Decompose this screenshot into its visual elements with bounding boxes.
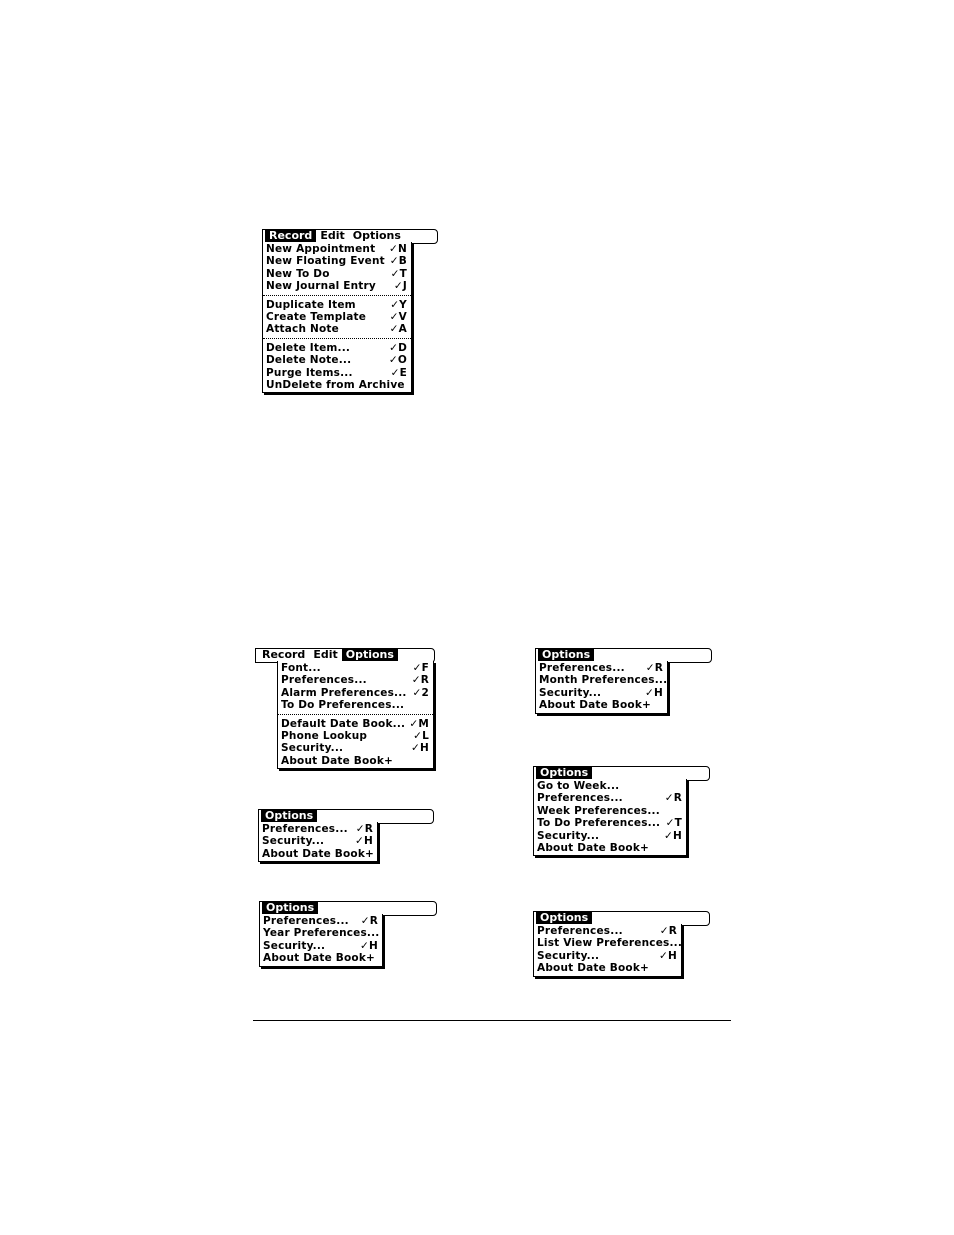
menu-item-label: List View Preferences... — [537, 937, 683, 950]
menu-item-about-date-book-plus[interactable] — [534, 842, 686, 854]
menu-title-options[interactable]: Options — [262, 902, 318, 914]
menu-separator — [263, 338, 411, 339]
menu-item-shortcut: ✓F — [412, 662, 429, 674]
menu-item-preferences[interactable] — [260, 915, 382, 927]
menu-item-preferences[interactable] — [278, 674, 433, 686]
menu-dropdown — [258, 822, 378, 862]
menu-item-label: Alarm Preferences... — [281, 686, 407, 699]
menu-item-list-view-preferences[interactable] — [534, 937, 681, 949]
menu-item-shortcut: ✓H — [355, 835, 373, 848]
menu-item-new-floating-event[interactable] — [263, 255, 411, 267]
menu-item-delete-item[interactable] — [263, 342, 411, 354]
menu-item-label: About Date Book+ — [281, 754, 394, 767]
menu-title-options[interactable]: Options — [261, 810, 317, 822]
menu-dropdown — [259, 914, 383, 967]
menu-item-shortcut: ✓R — [664, 792, 682, 805]
menu-dropdown — [262, 242, 412, 393]
menu-title-edit[interactable]: Edit — [320, 229, 345, 242]
menu-item-about-date-book-plus[interactable] — [260, 952, 382, 964]
menu-item-alarm-preferences[interactable] — [278, 687, 433, 699]
menu-title-options[interactable]: Options — [536, 912, 592, 924]
menu-item-preferences[interactable] — [259, 823, 377, 835]
menu-item-undelete-from-archive[interactable] — [263, 379, 411, 391]
menu-item-label: New Journal Entry — [266, 280, 376, 293]
menu-item-label: Phone Lookup — [281, 729, 368, 742]
menu-item-shortcut: ✓R — [659, 925, 677, 937]
menu-title-options[interactable]: Options — [342, 649, 398, 661]
menu-item-label: Security... — [262, 835, 325, 848]
menu-item-label: To Do Preferences... — [281, 699, 405, 712]
menu-item-label: Preferences... — [537, 792, 623, 805]
menu-item-label: Font... — [281, 662, 321, 674]
menu-item-label: Duplicate Item — [266, 298, 356, 311]
menu-title-options[interactable]: Options — [352, 229, 401, 242]
menu-item-label: Attach Note — [266, 323, 339, 336]
menu-item-shortcut: ✓A — [389, 323, 407, 336]
menu-item-go-to-week[interactable] — [534, 780, 686, 792]
menu-item-label: Security... — [263, 939, 326, 952]
menu-separator — [263, 295, 411, 296]
menu-item-label: Security... — [537, 949, 600, 962]
menu-item-label: Security... — [281, 742, 344, 755]
menu-item-shortcut: ✓R — [645, 662, 663, 674]
menu-item-shortcut: ✓H — [645, 686, 663, 699]
menu-dropdown — [533, 779, 687, 856]
menu-dropdown — [277, 661, 434, 769]
menu-item-new-appointment[interactable] — [263, 243, 411, 255]
menu-item-label: Delete Note... — [266, 354, 352, 367]
menu-item-label: Preferences... — [281, 674, 367, 687]
menu-item-label: UnDelete from Archive — [266, 378, 405, 391]
menu-item-shortcut: ✓H — [411, 742, 429, 755]
menu-item-shortcut: ✓M — [409, 717, 429, 730]
menu-item-shortcut: ✓H — [659, 949, 677, 962]
menu-item-shortcut: ✓R — [411, 674, 429, 687]
menu-item-about-date-book-plus[interactable] — [536, 699, 667, 711]
menu-item-shortcut: ✓2 — [412, 686, 429, 699]
menu-title-options[interactable]: Options — [536, 767, 592, 779]
menu-item-label: Purge Items... — [266, 366, 353, 379]
menu-item-shortcut: ✓T — [390, 267, 407, 280]
menu-item-shortcut: ✓Y — [390, 298, 407, 311]
menu-item-label: Preferences... — [263, 915, 349, 927]
menu-item-security[interactable] — [260, 940, 382, 952]
menu-item-label: Security... — [539, 686, 602, 699]
menu-item-phone-lookup[interactable] — [278, 730, 433, 742]
menu-item-label: Create Template — [266, 310, 367, 323]
menu-item-create-template[interactable] — [263, 311, 411, 323]
menu-item-preferences[interactable] — [536, 662, 667, 674]
menu-item-shortcut: ✓B — [389, 255, 407, 268]
menu-separator — [278, 714, 433, 715]
menu-item-label: New Floating Event — [266, 255, 385, 268]
menu-item-label: About Date Book+ — [539, 699, 652, 712]
menu-title-record[interactable]: Record — [265, 230, 316, 242]
menu-item-shortcut: ✓J — [393, 280, 407, 293]
menu-item-security[interactable] — [278, 742, 433, 754]
menu-item-label: Preferences... — [539, 662, 625, 674]
menu-dropdown — [535, 661, 668, 714]
menu-title-options[interactable]: Options — [538, 649, 594, 661]
menu-item-label: Week Preferences... — [537, 804, 660, 817]
menu-item-week-preferences[interactable] — [534, 805, 686, 817]
menu-item-purge-items[interactable] — [263, 367, 411, 379]
menu-item-shortcut: ✓H — [664, 829, 682, 842]
menu-item-attach-note[interactable] — [263, 323, 411, 335]
menu-item-new-to-do[interactable] — [263, 268, 411, 280]
menu-item-shortcut: ✓H — [360, 939, 378, 952]
menu-item-preferences[interactable] — [534, 925, 681, 937]
menu-item-security[interactable] — [259, 835, 377, 847]
menu-dropdown — [533, 924, 682, 977]
menu-item-label: About Date Book+ — [263, 952, 376, 965]
menu-item-security[interactable] — [534, 950, 681, 962]
menu-item-year-preferences[interactable] — [260, 927, 382, 939]
menu-item-label: Default Date Book... — [281, 717, 406, 730]
menu-item-label: Security... — [537, 829, 600, 842]
menu-item-shortcut: ✓O — [388, 354, 407, 367]
menu-item-preferences[interactable] — [534, 792, 686, 804]
menu-item-label: Month Preferences... — [539, 674, 668, 687]
menu-item-shortcut: ✓R — [355, 823, 373, 835]
menu-item-shortcut: ✓D — [389, 341, 407, 354]
menu-item-delete-note[interactable] — [263, 354, 411, 366]
menu-item-default-date-book[interactable] — [278, 718, 433, 730]
menu-title-record[interactable]: Record — [262, 648, 306, 661]
menu-item-security[interactable] — [536, 687, 667, 699]
menu-item-shortcut: ✓T — [665, 817, 682, 830]
menu-item-label: Year Preferences... — [263, 927, 380, 940]
menu-item-shortcut: ✓R — [360, 915, 378, 927]
menu-item-label: Go to Week... — [537, 780, 620, 792]
menu-item-duplicate-item[interactable] — [263, 299, 411, 311]
menu-item-font[interactable] — [278, 662, 433, 674]
menu-item-label: To Do Preferences... — [537, 817, 661, 830]
menu-item-label: Preferences... — [262, 823, 348, 835]
menu-item-security[interactable] — [534, 830, 686, 842]
menu-item-new-journal-entry[interactable] — [263, 280, 411, 292]
menu-item-about-date-book-plus[interactable] — [278, 755, 433, 767]
menu-item-about-date-book-plus[interactable] — [259, 848, 377, 860]
menu-item-label: Delete Item... — [266, 341, 351, 354]
menu-item-shortcut: ✓V — [389, 310, 407, 323]
footer-rule — [253, 1020, 731, 1021]
menu-title-edit[interactable]: Edit — [313, 648, 338, 661]
menu-item-shortcut: ✓N — [389, 243, 407, 255]
menu-item-shortcut: ✓E — [390, 366, 407, 379]
menu-item-about-date-book-plus[interactable] — [534, 962, 681, 974]
menu-item-label: New To Do — [266, 267, 330, 280]
menu-item-to-do-preferences[interactable] — [534, 817, 686, 829]
menu-item-label: About Date Book+ — [537, 962, 650, 975]
menu-item-label: New Appointment — [266, 243, 376, 255]
menu-item-to-do-preferences[interactable] — [278, 699, 433, 711]
menu-item-label: About Date Book+ — [537, 841, 650, 854]
menu-item-label: About Date Book+ — [262, 847, 375, 860]
menu-item-shortcut: ✓L — [413, 729, 429, 742]
menu-item-month-preferences[interactable] — [536, 674, 667, 686]
menu-item-label: Preferences... — [537, 925, 623, 937]
